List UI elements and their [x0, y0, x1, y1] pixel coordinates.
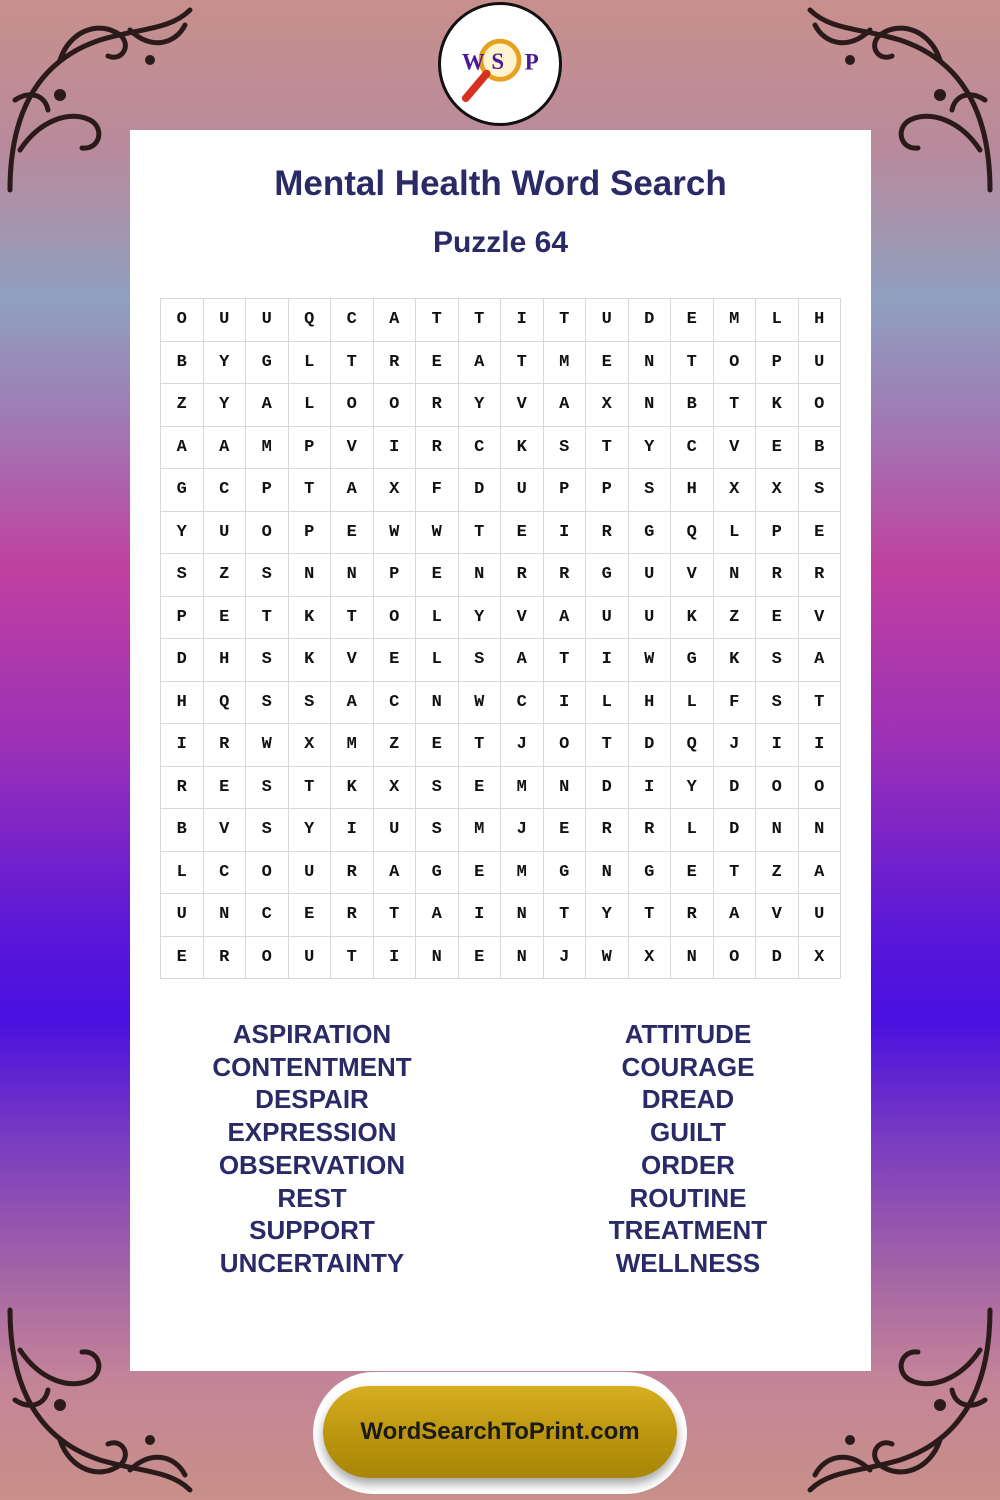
grid-cell[interactable]: H	[204, 639, 247, 682]
grid-cell[interactable]: S	[246, 682, 289, 725]
grid-cell[interactable]: T	[289, 767, 332, 810]
puzzle-number: Puzzle 64	[432, 226, 569, 259]
grid-cell[interactable]: N	[586, 852, 629, 895]
grid-cell[interactable]: N	[289, 554, 332, 597]
grid-cell[interactable]: E	[459, 937, 502, 980]
grid-cell[interactable]: R	[586, 809, 629, 852]
site-link-button[interactable]: WordSearchToPrint.com	[323, 1386, 677, 1478]
grid-cell[interactable]: Y	[204, 384, 247, 427]
grid-cell[interactable]: L	[586, 682, 629, 725]
grid-cell[interactable]: J	[714, 724, 757, 767]
grid-cell[interactable]: L	[671, 682, 714, 725]
grid-cell[interactable]: Y	[629, 427, 672, 470]
word-item: CONTENTMENT	[212, 1051, 412, 1082]
grid-cell[interactable]: T	[374, 894, 417, 937]
grid-cell[interactable]: D	[629, 724, 672, 767]
grid-cell[interactable]: V	[799, 597, 842, 640]
grid-cell[interactable]: T	[714, 384, 757, 427]
grid-cell[interactable]: V	[671, 554, 714, 597]
grid-cell[interactable]: K	[331, 767, 374, 810]
grid-cell[interactable]: X	[374, 767, 417, 810]
grid-cell[interactable]: A	[204, 427, 247, 470]
grid-cell[interactable]: R	[756, 554, 799, 597]
grid-cell[interactable]: U	[246, 299, 289, 342]
grid-cell[interactable]: N	[459, 554, 502, 597]
grid-cell[interactable]: R	[374, 342, 417, 385]
grid-cell[interactable]: I	[331, 809, 374, 852]
grid-cell[interactable]: V	[756, 894, 799, 937]
grid-cell[interactable]: W	[629, 639, 672, 682]
grid-cell[interactable]: K	[501, 427, 544, 470]
grid-cell[interactable]: I	[756, 724, 799, 767]
grid-cell[interactable]: T	[331, 937, 374, 980]
grid-cell[interactable]: J	[501, 809, 544, 852]
grid-cell[interactable]: W	[416, 512, 459, 555]
grid-cell[interactable]: T	[331, 342, 374, 385]
grid-cell[interactable]: T	[714, 852, 757, 895]
word-item: DESPAIR	[255, 1084, 369, 1115]
word-item: UNCERTAINTY	[219, 1247, 405, 1278]
grid-cell[interactable]: R	[501, 554, 544, 597]
grid-cell[interactable]: T	[246, 597, 289, 640]
grid-cell[interactable]: A	[331, 469, 374, 512]
grid-cell[interactable]: T	[586, 724, 629, 767]
grid-cell[interactable]: E	[544, 809, 587, 852]
grid-cell[interactable]: D	[586, 767, 629, 810]
grid-cell[interactable]: Y	[459, 384, 502, 427]
grid-cell[interactable]: G	[246, 342, 289, 385]
grid-cell[interactable]: G	[161, 469, 204, 512]
grid-cell[interactable]: T	[586, 427, 629, 470]
grid-cell[interactable]: E	[671, 852, 714, 895]
grid-cell[interactable]: G	[586, 554, 629, 597]
grid-cell[interactable]: O	[246, 852, 289, 895]
grid-cell[interactable]: G	[416, 852, 459, 895]
grid-cell[interactable]: Q	[289, 299, 332, 342]
grid-cell[interactable]: S	[459, 639, 502, 682]
grid-cell[interactable]: N	[671, 937, 714, 980]
grid-cell[interactable]: X	[756, 469, 799, 512]
grid-cell[interactable]: W	[459, 682, 502, 725]
grid-cell[interactable]: E	[204, 597, 247, 640]
grid-cell[interactable]: T	[459, 512, 502, 555]
grid-cell[interactable]: T	[544, 894, 587, 937]
grid-cell[interactable]: P	[161, 597, 204, 640]
grid-cell[interactable]: A	[161, 427, 204, 470]
grid-cell[interactable]: N	[544, 767, 587, 810]
grid-cell[interactable]: U	[629, 597, 672, 640]
grid-cell[interactable]: N	[799, 809, 842, 852]
grid-cell[interactable]: T	[629, 894, 672, 937]
grid-cell[interactable]: S	[246, 809, 289, 852]
grid-cell[interactable]: C	[671, 427, 714, 470]
grid-cell[interactable]: E	[756, 597, 799, 640]
grid-cell[interactable]: B	[161, 342, 204, 385]
grid-cell[interactable]: S	[416, 809, 459, 852]
grid-cell[interactable]: Q	[671, 512, 714, 555]
grid-cell[interactable]: I	[374, 427, 417, 470]
grid-cell[interactable]: T	[799, 682, 842, 725]
grid-cell[interactable]: D	[161, 639, 204, 682]
grid-cell[interactable]: P	[289, 427, 332, 470]
grid-cell[interactable]: A	[374, 852, 417, 895]
grid-cell[interactable]: W	[586, 937, 629, 980]
magnifier-logo-icon	[441, 5, 559, 123]
word-item: COURAGE	[621, 1051, 755, 1082]
grid-cell[interactable]: R	[331, 894, 374, 937]
grid-cell[interactable]: S	[246, 639, 289, 682]
grid-cell[interactable]: H	[671, 469, 714, 512]
grid-cell[interactable]: X	[629, 937, 672, 980]
grid-cell[interactable]: O	[331, 384, 374, 427]
grid-cell[interactable]: R	[331, 852, 374, 895]
grid-cell[interactable]: H	[799, 299, 842, 342]
grid-cell[interactable]: Z	[714, 597, 757, 640]
grid-cell[interactable]: O	[374, 597, 417, 640]
grid-cell[interactable]: C	[204, 469, 247, 512]
grid-cell[interactable]: Q	[671, 724, 714, 767]
site-logo[interactable]	[438, 2, 562, 126]
grid-cell[interactable]: L	[289, 384, 332, 427]
grid-cell[interactable]: A	[459, 342, 502, 385]
grid-cell[interactable]: E	[204, 767, 247, 810]
grid-cell[interactable]: C	[374, 682, 417, 725]
grid-cell[interactable]: A	[544, 384, 587, 427]
grid-cell[interactable]: E	[374, 639, 417, 682]
grid-cell[interactable]: K	[289, 639, 332, 682]
grid-cell[interactable]: O	[374, 384, 417, 427]
logo-letter-w: W	[461, 49, 485, 75]
grid-cell[interactable]: R	[204, 724, 247, 767]
grid-cell[interactable]: U	[629, 554, 672, 597]
grid-cell[interactable]: M	[331, 724, 374, 767]
grid-cell[interactable]: L	[416, 639, 459, 682]
grid-cell[interactable]: E	[161, 937, 204, 980]
grid-cell[interactable]: I	[459, 894, 502, 937]
grid-cell[interactable]: U	[501, 469, 544, 512]
grid-cell[interactable]: P	[246, 469, 289, 512]
grid-cell[interactable]: K	[756, 384, 799, 427]
grid-cell[interactable]: E	[459, 767, 502, 810]
grid-cell[interactable]: T	[501, 342, 544, 385]
grid-cell[interactable]: E	[586, 342, 629, 385]
word-item: SUPPORT	[249, 1215, 375, 1246]
grid-cell[interactable]: V	[204, 809, 247, 852]
word-list-right	[523, 1018, 853, 1280]
grid-cell[interactable]: E	[799, 512, 842, 555]
grid-cell[interactable]: N	[756, 809, 799, 852]
grid-cell[interactable]: E	[671, 299, 714, 342]
grid-cell[interactable]: T	[544, 299, 587, 342]
grid-cell[interactable]: G	[629, 512, 672, 555]
grid-cell[interactable]: G	[629, 852, 672, 895]
grid-cell[interactable]: O	[756, 767, 799, 810]
grid-cell[interactable]: P	[374, 554, 417, 597]
grid-cell[interactable]: P	[586, 469, 629, 512]
grid-cell[interactable]: P	[756, 342, 799, 385]
grid-cell[interactable]: O	[799, 384, 842, 427]
word-item: ASPIRATION	[232, 1019, 392, 1049]
grid-cell[interactable]: Y	[459, 597, 502, 640]
grid-cell[interactable]: V	[714, 427, 757, 470]
grid-cell[interactable]: O	[714, 342, 757, 385]
grid-cell[interactable]: I	[544, 682, 587, 725]
word-item: ATTITUDE	[624, 1019, 752, 1049]
grid-cell[interactable]: N	[416, 682, 459, 725]
grid-cell[interactable]: J	[544, 937, 587, 980]
grid-cell[interactable]: X	[586, 384, 629, 427]
grid-cell[interactable]: E	[289, 894, 332, 937]
grid-cell[interactable]: R	[161, 767, 204, 810]
site-banner	[313, 1372, 687, 1494]
grid-cell[interactable]: K	[671, 597, 714, 640]
grid-cell[interactable]: S	[629, 469, 672, 512]
grid-cell[interactable]: C	[204, 852, 247, 895]
grid-cell[interactable]: C	[331, 299, 374, 342]
grid-cell[interactable]: Y	[586, 894, 629, 937]
word-item: ORDER	[641, 1149, 735, 1180]
grid-cell[interactable]: S	[544, 427, 587, 470]
grid-cell[interactable]: A	[544, 597, 587, 640]
grid-cell[interactable]: R	[799, 554, 842, 597]
grid-cell[interactable]: N	[629, 342, 672, 385]
grid-cell[interactable]: F	[416, 469, 459, 512]
grid-cell[interactable]: A	[416, 894, 459, 937]
grid-cell[interactable]: Y	[671, 767, 714, 810]
grid-cell[interactable]: M	[501, 852, 544, 895]
grid-cell[interactable]: I	[544, 512, 587, 555]
grid-cell[interactable]: Z	[204, 554, 247, 597]
word-item: DREAD	[641, 1084, 735, 1115]
grid-cell[interactable]: M	[544, 342, 587, 385]
grid-cell[interactable]: A	[799, 639, 842, 682]
grid-cell[interactable]: L	[289, 342, 332, 385]
logo-letter-p: P	[524, 49, 539, 75]
grid-cell[interactable]: N	[501, 937, 544, 980]
grid-cell[interactable]: R	[416, 427, 459, 470]
grid-cell[interactable]: D	[714, 767, 757, 810]
grid-cell[interactable]: C	[459, 427, 502, 470]
grid-cell[interactable]: J	[501, 724, 544, 767]
grid-cell[interactable]: X	[799, 937, 842, 980]
grid-cell[interactable]: X	[374, 469, 417, 512]
grid-cell[interactable]: P	[544, 469, 587, 512]
grid-cell[interactable]: H	[629, 682, 672, 725]
grid-cell[interactable]: S	[289, 682, 332, 725]
grid-cell[interactable]: M	[246, 427, 289, 470]
grid-cell[interactable]: I	[799, 724, 842, 767]
grid-cell[interactable]: P	[289, 512, 332, 555]
word-item: ROUTINE	[629, 1182, 747, 1213]
letter-grid[interactable]	[160, 298, 841, 979]
grid-cell[interactable]: Y	[161, 512, 204, 555]
grid-cell[interactable]: W	[246, 724, 289, 767]
grid-cell[interactable]: L	[671, 809, 714, 852]
grid-cell[interactable]: T	[459, 724, 502, 767]
grid-cell[interactable]: S	[246, 767, 289, 810]
grid-cell[interactable]: U	[289, 937, 332, 980]
grid-cell[interactable]: O	[714, 937, 757, 980]
grid-cell[interactable]: I	[629, 767, 672, 810]
grid-cell[interactable]: H	[161, 682, 204, 725]
grid-cell[interactable]: N	[714, 554, 757, 597]
grid-cell[interactable]: S	[799, 469, 842, 512]
grid-cell[interactable]: L	[416, 597, 459, 640]
grid-cell[interactable]: S	[756, 639, 799, 682]
grid-cell[interactable]: A	[246, 384, 289, 427]
word-list-left	[147, 1018, 477, 1280]
grid-cell[interactable]: W	[374, 512, 417, 555]
grid-cell[interactable]: U	[204, 299, 247, 342]
grid-cell[interactable]: U	[289, 852, 332, 895]
word-item: REST	[277, 1182, 347, 1213]
grid-cell[interactable]: N	[416, 937, 459, 980]
grid-cell[interactable]: U	[799, 342, 842, 385]
grid-cell[interactable]: Z	[756, 852, 799, 895]
grid-cell[interactable]: M	[459, 809, 502, 852]
grid-cell[interactable]: S	[161, 554, 204, 597]
grid-cell[interactable]: R	[629, 809, 672, 852]
grid-cell[interactable]: I	[586, 639, 629, 682]
grid-cell[interactable]: N	[331, 554, 374, 597]
grid-cell[interactable]: T	[671, 342, 714, 385]
grid-cell[interactable]: U	[161, 894, 204, 937]
grid-cell[interactable]: O	[161, 299, 204, 342]
grid-cell[interactable]: O	[246, 512, 289, 555]
grid-cell[interactable]: R	[671, 894, 714, 937]
grid-cell[interactable]: O	[246, 937, 289, 980]
grid-cell[interactable]: E	[459, 852, 502, 895]
grid-cell[interactable]: D	[629, 299, 672, 342]
grid-cell[interactable]: T	[331, 597, 374, 640]
word-item: OBSERVATION	[218, 1149, 406, 1180]
grid-cell[interactable]: T	[544, 639, 587, 682]
grid-cell[interactable]: S	[246, 554, 289, 597]
grid-cell[interactable]: M	[501, 767, 544, 810]
grid-cell[interactable]: T	[289, 469, 332, 512]
grid-cell[interactable]: E	[501, 512, 544, 555]
grid-cell[interactable]: U	[799, 894, 842, 937]
grid-cell[interactable]: B	[161, 809, 204, 852]
grid-cell[interactable]: C	[246, 894, 289, 937]
word-item: EXPRESSION	[227, 1117, 397, 1148]
page-title: Mental Health Word Search	[274, 164, 727, 203]
grid-cell[interactable]: A	[799, 852, 842, 895]
grid-cell[interactable]: B	[671, 384, 714, 427]
grid-cell[interactable]: N	[629, 384, 672, 427]
word-item: GUILT	[649, 1117, 727, 1148]
grid-cell[interactable]: L	[714, 512, 757, 555]
grid-cell[interactable]: Q	[204, 682, 247, 725]
grid-cell[interactable]: V	[331, 427, 374, 470]
grid-cell[interactable]: R	[586, 512, 629, 555]
grid-cell[interactable]: N	[501, 894, 544, 937]
grid-cell[interactable]: V	[331, 639, 374, 682]
grid-cell[interactable]: I	[501, 299, 544, 342]
grid-cell[interactable]: X	[289, 724, 332, 767]
grid-cell[interactable]: P	[756, 512, 799, 555]
grid-cell[interactable]: X	[714, 469, 757, 512]
word-item: WELLNESS	[615, 1247, 761, 1278]
grid-cell[interactable]: S	[756, 682, 799, 725]
grid-cell[interactable]: E	[416, 342, 459, 385]
grid-cell[interactable]: B	[799, 427, 842, 470]
grid-cell[interactable]: V	[501, 597, 544, 640]
grid-cell[interactable]: R	[544, 554, 587, 597]
grid-cell[interactable]: O	[799, 767, 842, 810]
grid-cell[interactable]: U	[374, 809, 417, 852]
grid-cell[interactable]: Z	[161, 384, 204, 427]
grid-cell[interactable]: M	[714, 299, 757, 342]
grid-cell[interactable]: G	[671, 639, 714, 682]
word-item: TREATMENT	[608, 1215, 768, 1246]
grid-cell[interactable]: Y	[289, 809, 332, 852]
grid-cell[interactable]: A	[331, 682, 374, 725]
puzzle-sheet	[130, 130, 871, 1371]
grid-cell[interactable]: E	[416, 554, 459, 597]
grid-cell[interactable]: E	[756, 427, 799, 470]
grid-cell[interactable]: I	[374, 937, 417, 980]
grid-cell[interactable]: G	[544, 852, 587, 895]
grid-cell[interactable]: T	[459, 299, 502, 342]
grid-cell[interactable]: U	[586, 597, 629, 640]
grid-cell[interactable]: Z	[374, 724, 417, 767]
grid-cell[interactable]: U	[586, 299, 629, 342]
grid-cell[interactable]: D	[714, 809, 757, 852]
grid-cell[interactable]: L	[756, 299, 799, 342]
grid-cell[interactable]: R	[204, 937, 247, 980]
grid-cell[interactable]: N	[204, 894, 247, 937]
grid-cell[interactable]: K	[289, 597, 332, 640]
grid-cell[interactable]: E	[416, 724, 459, 767]
grid-cell[interactable]: R	[416, 384, 459, 427]
grid-cell[interactable]: L	[161, 852, 204, 895]
grid-cell[interactable]: S	[416, 767, 459, 810]
grid-cell[interactable]: T	[416, 299, 459, 342]
logo-letter-s: S	[491, 48, 505, 74]
grid-cell[interactable]: E	[331, 512, 374, 555]
grid-cell[interactable]: K	[714, 639, 757, 682]
grid-cell[interactable]: O	[544, 724, 587, 767]
grid-cell[interactable]: D	[756, 937, 799, 980]
grid-cell[interactable]: U	[204, 512, 247, 555]
grid-cell[interactable]: Y	[204, 342, 247, 385]
grid-cell[interactable]: D	[459, 469, 502, 512]
grid-cell[interactable]: F	[714, 682, 757, 725]
grid-cell[interactable]: C	[501, 682, 544, 725]
grid-cell[interactable]: A	[714, 894, 757, 937]
grid-cell[interactable]: A	[501, 639, 544, 682]
grid-cell[interactable]: V	[501, 384, 544, 427]
grid-cell[interactable]: A	[374, 299, 417, 342]
grid-cell[interactable]: I	[161, 724, 204, 767]
